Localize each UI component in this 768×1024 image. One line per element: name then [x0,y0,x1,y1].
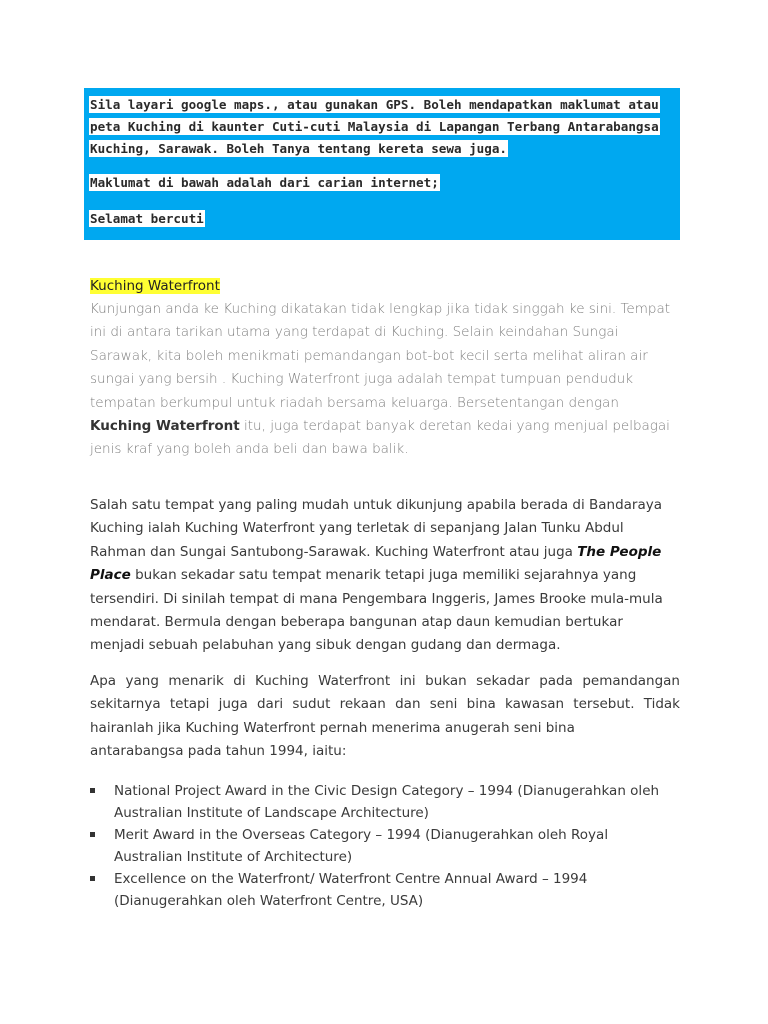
paragraph-architecture-last: antarabangsa pada tahun 1994, iaitu: [90,743,347,760]
paragraph-intro-part2: itu, juga terdapat banyak deretan kedai yang menjual pelbagai jenis kraf yang boleh anda beli dan bawa balik. [90,418,670,458]
bullet-icon [90,832,95,837]
paragraph-history-part1: Salah satu tempat yang paling mudah untuk dikunjung apabila berada di Bandaraya Kuching ialah Kuching Waterfront yang terletak di sepanjang Jalan Tunku Abdul Rahman dan Sungai Santubong-Sarawak. Kuching Waterfront atau juga [90,497,663,560]
notice-text-maps-span: Sila layari google maps., atau gunakan GPS. Boleh mendapatkan maklumat atau peta Kuching di kaunter Cuti-cuti Malaysia di Lapangan Terbang Antarabangsa Kuching, Sarawak. Boleh Tanya tentang kereta sewa juga. [90,97,659,156]
notice-box [84,88,680,240]
paragraph-history [90,494,680,658]
section-heading [90,276,220,296]
notice-text-source [90,172,680,194]
award-item-main: Merit Award in the Overseas Category – 1994 (Dianugerahkan oleh Royal [114,827,609,843]
paragraph-intro-bold: Kuching Waterfront [90,418,240,435]
paragraph-intro-part1: Kunjungan anda ke Kuching dikatakan tidak lengkap jika tidak singgah ke sini. Tempat ini di antara tarikan utama yang terdapat di Kuching. Selain keindahan Sungai Sarawak, kita boleh menikmati pemandangan bot-bot kecil serta melihat aliran air sungai yang bersih . Kuching Waterfront juga adalah tempat tumpuan penduduk tempatan berkumpul untuk riadah bersama keluarga. Bersetentangan dengan [90,301,671,411]
notice-text-greeting [90,208,680,230]
award-item-second: (Dianugerahkan oleh Waterfront Centre, USA) [114,893,424,909]
award-item-main: Excellence on the Waterfront/ Waterfront Centre Annual Award – 1994 [114,871,588,887]
notice-text-greeting-span: Selamat bercuti [90,211,204,226]
bullet-icon [90,876,95,881]
notice-text-source-span: Maklumat di bawah adalah dari carian internet; [90,175,439,190]
paragraph-architecture [90,670,680,764]
award-item-second: Australian Institute of Landscape Architecture) [114,805,429,821]
award-item [90,868,680,912]
award-item [90,780,680,824]
paragraph-history-bold: The People Place [90,543,662,584]
paragraph-intro [90,298,680,462]
award-item-main: National Project Award in the Civic Design Category – 1994 (Dianugerahkan oleh [114,783,660,799]
award-item [90,824,680,868]
bullet-icon [90,788,95,793]
awards-list [90,780,680,912]
paragraph-architecture-main: Apa yang menarik di Kuching Waterfront ini bukan sekadar pada pemandangan sekitarnya tetapi juga dari sudut rekaan dan seni bina kawasan tersebut. Tidak hairanlah jika Kuching Waterfront pernah menerima anugerah seni bina [90,673,680,736]
award-item-second: Australian Institute of Architecture) [114,849,353,865]
notice-text-maps [90,94,680,160]
paragraph-history-part2: bukan sekadar satu tempat menarik tetapi juga memiliki sejarahnya yang tersendiri. Di sinilah tempat di mana Pengembara Inggeris, James Brooke mula-mula mendarat. Bermula dengan beberapa bangunan atap daun kemudian bertukar menjadi sebuah pelabuhan yang sibuk dengan gudang dan dermaga. [90,567,663,654]
section-heading-text: Kuching Waterfront [90,278,220,294]
